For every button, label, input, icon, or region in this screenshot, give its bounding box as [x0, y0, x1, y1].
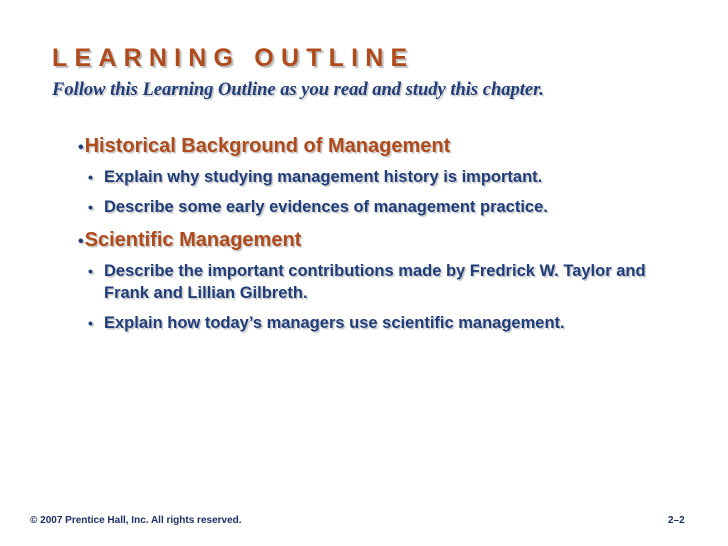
slide-title: LEARNING OUTLINE [52, 44, 415, 72]
section-heading-text: Scientific Management [84, 229, 302, 251]
list-item-text: Explain why studying management history is important. [104, 168, 543, 186]
sub-list [78, 260, 678, 334]
list-item [78, 312, 678, 334]
bullet-icon: • [88, 263, 93, 279]
sub-list [78, 166, 678, 218]
slide-subtitle: Follow this Learning Outline as you read and study this chapter. [52, 80, 544, 100]
list-item-text: Explain how today’s managers use scientific management. [104, 314, 565, 332]
outline-content [78, 132, 678, 342]
footer-page-number: 2–2 [668, 515, 685, 526]
bullet-icon: • [88, 199, 93, 215]
list-item-text: Describe the important contributions made by Fredrick W. Taylor and Frank and Lillian Gilbreth. [104, 262, 646, 302]
outline-section-scientific [78, 226, 678, 334]
bullet-icon: • [88, 315, 93, 331]
section-heading [78, 132, 678, 162]
list-item [78, 166, 678, 188]
bullet-icon: • [88, 169, 93, 185]
section-heading-text: Historical Background of Management [84, 135, 451, 157]
list-item-text: Describe some early evidences of management practice. [104, 198, 548, 216]
list-item [78, 260, 678, 304]
bullet-icon: • [78, 139, 84, 156]
list-item [78, 196, 678, 218]
section-heading [78, 226, 678, 256]
bullet-icon: • [78, 233, 84, 250]
outline-section-historical [78, 132, 678, 218]
footer-copyright: © 2007 Prentice Hall, Inc. All rights reserved. [30, 515, 242, 526]
